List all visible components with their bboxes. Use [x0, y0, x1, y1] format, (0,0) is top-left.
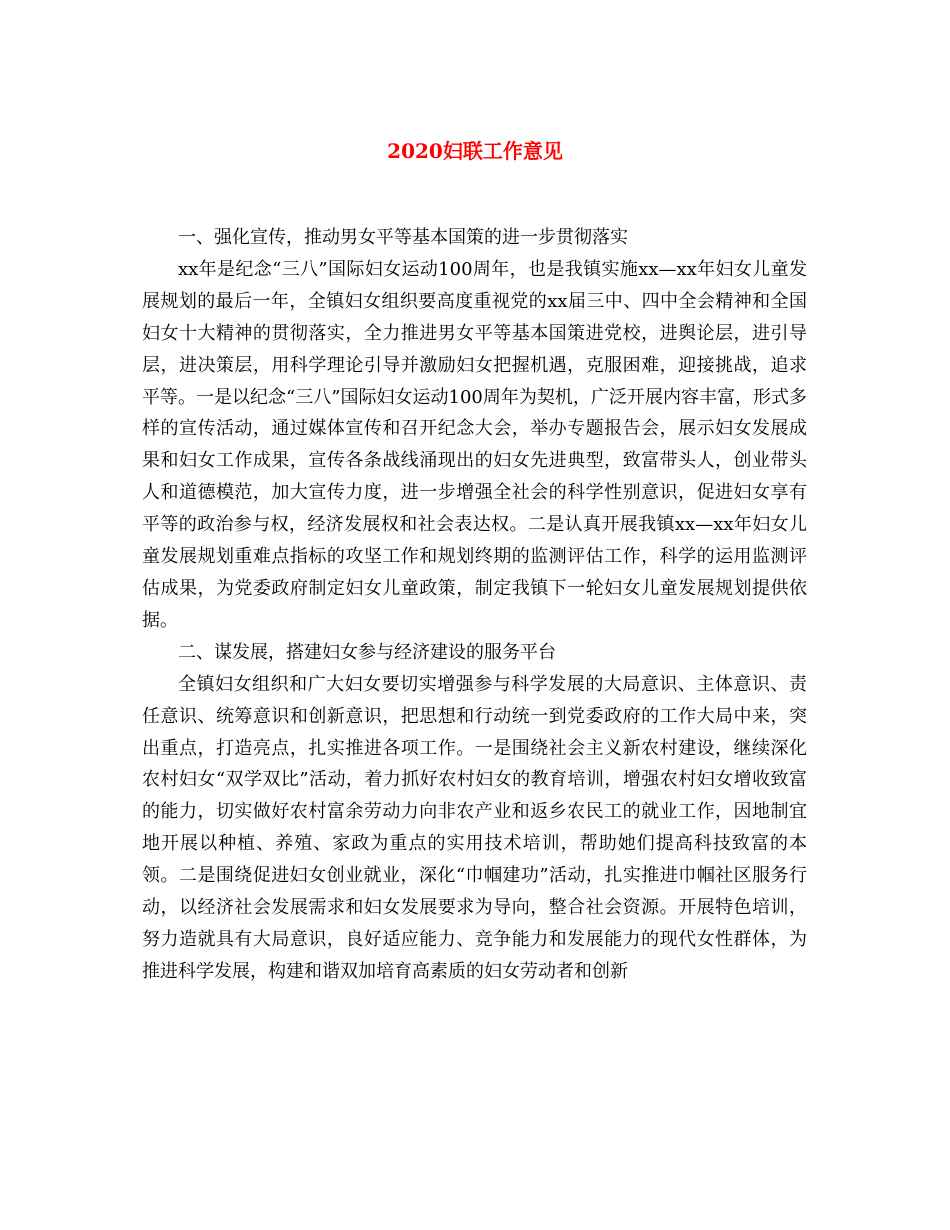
section-heading-2: 二、谋发展，搭建妇女参与经济建设的服务平台 — [178, 641, 556, 663]
document-title: 2020妇联工作意见 — [387, 139, 563, 163]
section-heading-1: 一、强化宣传，推动男女平等基本国策的进一步贯彻落实 — [178, 227, 628, 248]
document-body — [142, 222, 807, 988]
paragraph-2: 全镇妇女组织和广大妇女要切实增强参与科学发展的大局意识、主体意识、责任意识、统筹意识和创新意识，把思想和行动统一到党委政府的工作大局中来，突出重点，打造亮点，扎实推进各项工作。一是围绕社会主义新农村建设，继续深化农村妇女“双学双比”活动，着力抓好农村妇女的教育培训，增强农村妇女增收致富的能力，切实做好农村富余劳动力向非农产业和返乡农民工的就业工作，因地制宜地开展以种植、养殖、家政为重点的实用技术培训，帮助她们提高科技致富的本领。二是围绕促进妇女创业就业，深化“巾帼建功”活动，扎实推进巾帼社区服务行动，以经济社会发展需求和妇女发展要求为导向，整合社会资源。开展特色培训，努力造就具有大局意识，良好适应能力、竞争能力和发展能力的现代女性群体，为推进科学发展，构建和谐双加培育高素质的妇女劳动者和创新 — [142, 673, 807, 982]
paragraph-1: xx年是纪念“三八”国际妇女运动100周年，也是我镇实施xx—xx年妇女儿童发展规划的最后一年，全镇妇女组织要高度重视党的xx届三中、四中全会精神和全国妇女十大精神的贯彻落实，全力推进男女平等基本国策进党校，进舆论层，进引导层，进决策层，用科学理论引导并激励妇女把握机遇，克服困难，迎接挑战，追求平等。一是以纪念“三八”国际妇女运动100周年为契机，广泛开展内容丰富，形式多样的宣传活动，通过媒体宣传和召开纪念大会，举办专题报告会，展示妇女发展成果和妇女工作成果，宣传各条战线涌现出的妇女先进典型，致富带头人，创业带头人和道德模范，加大宣传力度，进一步增强全社会的科学性别意识，促进妇女享有平等的政治参与权，经济发展权和社会表达权。二是认真开展我镇xx—xx年妇女儿童发展规划重难点指标的攻坚工作和规划终期的监测评估工作，科学的运用监测评估成果，为党委政府制定妇女儿童政策，制定我镇下一轮妇女儿童发展规划提供依据。 — [142, 258, 807, 631]
